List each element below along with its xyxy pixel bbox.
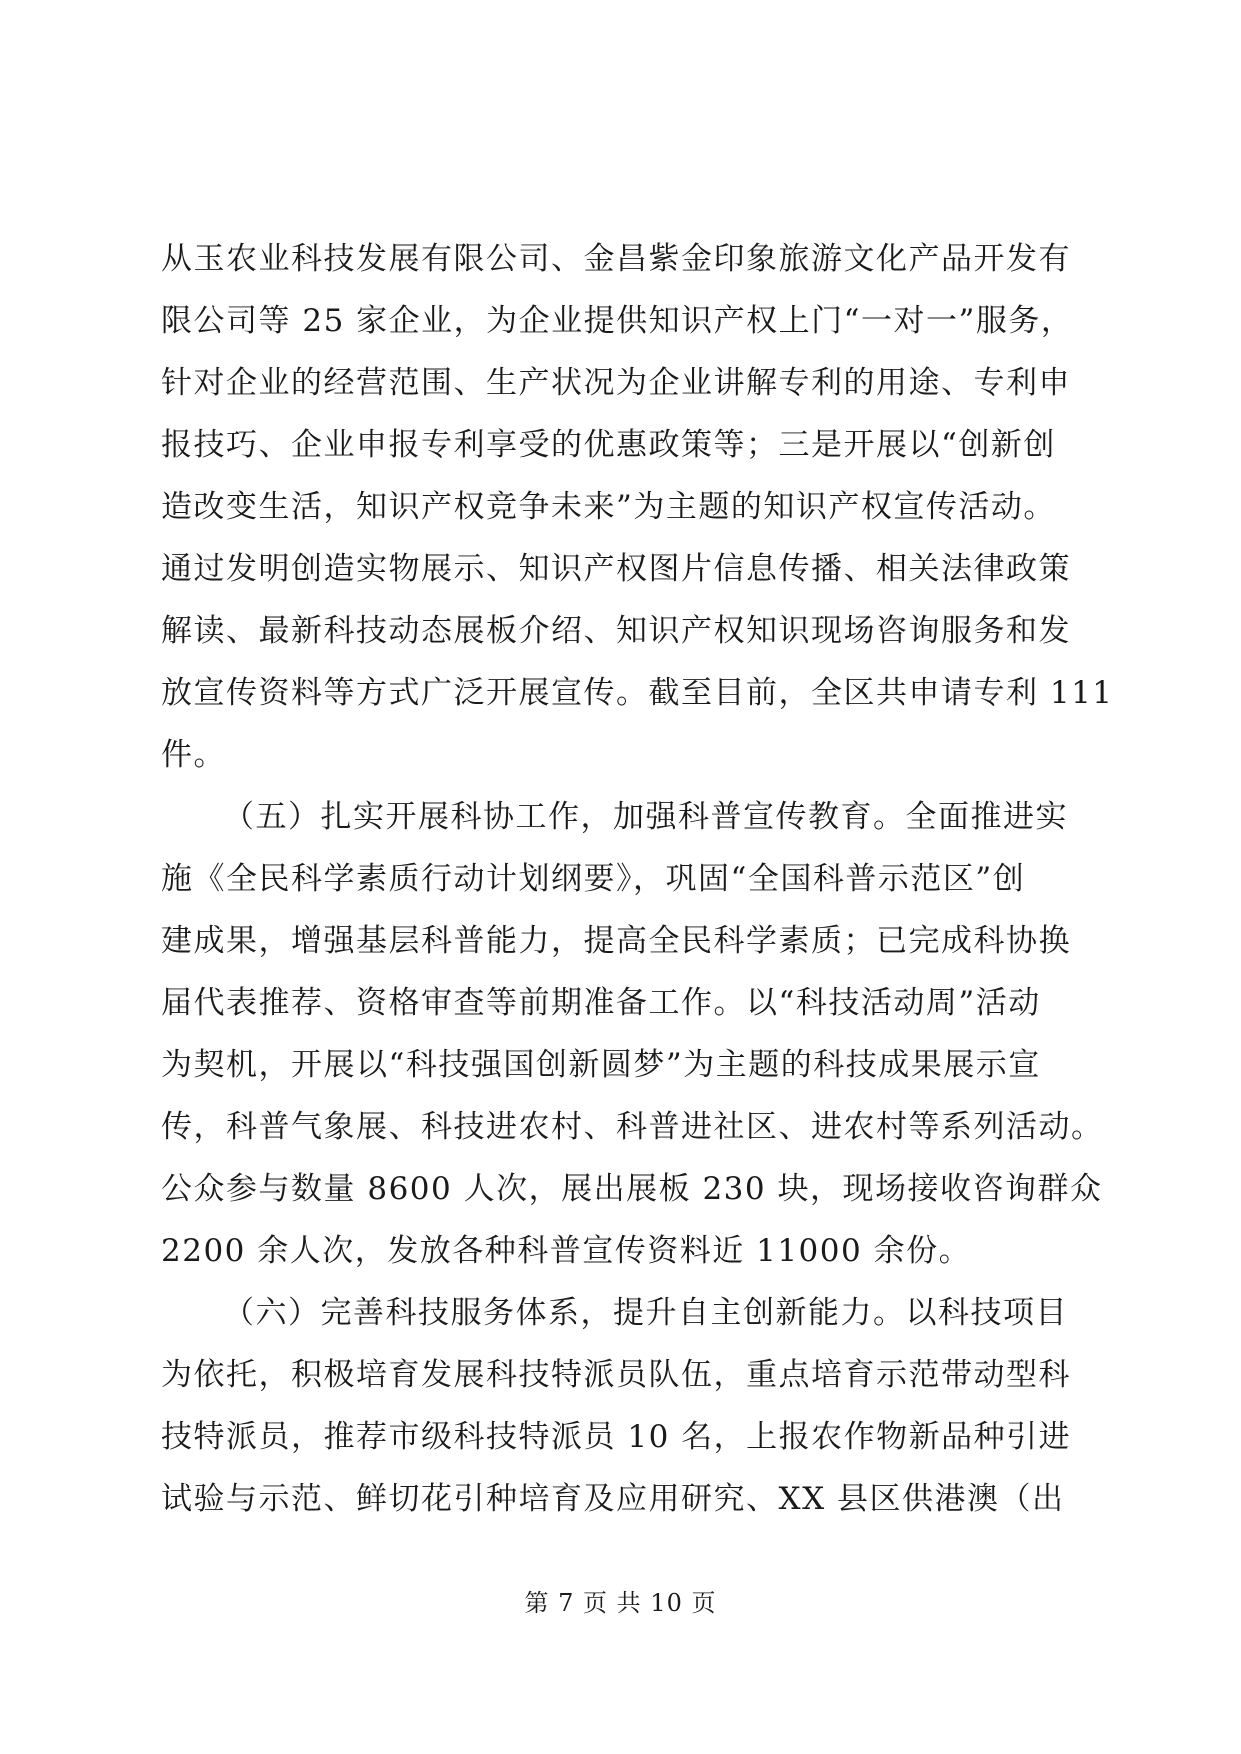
body-line: （五）扎实开展科协工作，加强科普宣传教育。全面推进实: [223, 799, 1068, 835]
body-line: 限公司等 25 家企业，为企业提供知识产权上门“一对一”服务，: [161, 303, 1074, 339]
body-line: 放宣传资料等方式广泛开展宣传。截至目前，全区共申请专利 111: [161, 675, 1114, 711]
body-line: 通过发明创造实物展示、知识产权图片信息传播、相关法律政策: [161, 551, 1071, 587]
body-line: 件。: [161, 737, 226, 773]
document-body: [161, 228, 1114, 1530]
body-line: 解读、最新科技动态展板介绍、知识产权知识现场咨询服务和发: [161, 613, 1071, 649]
body-line: （六）完善科技服务体系，提升自主创新能力。以科技项目: [223, 1295, 1068, 1331]
body-line: 针对企业的经营范围、生产状况为企业讲解专利的用途、专利申: [161, 365, 1071, 401]
body-line: 技特派员，推荐市级科技特派员 10 名，上报农作物新品种引进: [161, 1419, 1072, 1455]
body-line: 造改变生活，知识产权竞争未来”为主题的知识产权宣传活动。: [161, 489, 1056, 525]
body-line: 建成果，增强基层科普能力，提高全民科学素质；已完成科协换: [161, 923, 1071, 959]
body-line: 施《全民科学素质行动计划纲要》，巩固“全国科普示范区”创: [161, 861, 1026, 897]
body-line: 试验与示范、鲜切花引种培育及应用研究、XX 县区供港澳（出: [161, 1481, 1065, 1517]
body-line: 报技巧、企业申报专利享受的优惠政策等；三是开展以“创新创: [161, 427, 1056, 463]
body-line: 为依托，积极培育发展科技特派员队伍，重点培育示范带动型科: [161, 1357, 1071, 1393]
page-number-footer: 第 7 页 共 10 页: [524, 1589, 717, 1617]
body-line: 届代表推荐、资格审查等前期准备工作。以“科技活动周”活动: [161, 985, 1041, 1021]
body-line: 公众参与数量 8600 人次，展出展板 230 块，现场接收咨询群众: [161, 1171, 1103, 1207]
body-line: 从玉农业科技发展有限公司、金昌紫金印象旅游文化产品开发有: [161, 241, 1071, 277]
body-line: 传，科普气象展、科技进农村、科普进社区、进农村等系列活动。: [161, 1109, 1104, 1145]
body-line: 2200 余人次，发放各种科普宣传资料近 11000 余份。: [161, 1233, 972, 1269]
body-line: 为契机，开展以“科技强国创新圆梦”为主题的科技成果展示宣: [161, 1047, 1041, 1083]
